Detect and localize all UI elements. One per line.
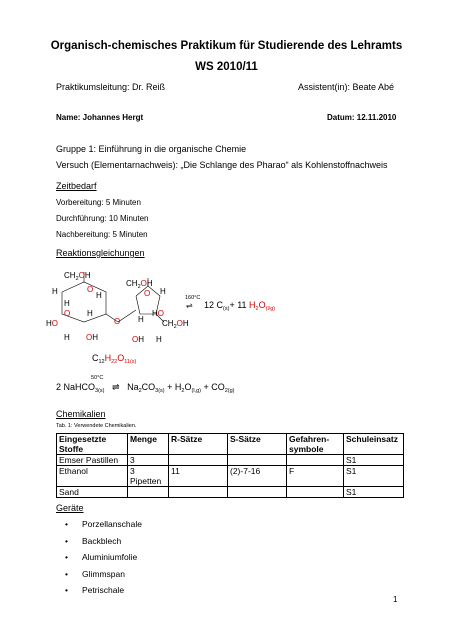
ring-o-2: O [144, 289, 151, 298]
table-cell: Ethanol [57, 466, 128, 487]
table-header-cell: Eingesetzte Stoffe [57, 434, 128, 455]
table-cell: S1 [344, 466, 404, 487]
ch2oh-right-label: $CH_2OH$ [162, 319, 189, 330]
sucrose-structure-svg [40, 264, 200, 356]
table-cell: S1 [344, 487, 404, 498]
list-item: • Glimmspan [56, 566, 142, 583]
table-header-cell: Schuleinsatz [344, 434, 404, 455]
h-atom: H [156, 335, 162, 344]
table-cell [228, 487, 287, 498]
zeitbedarf-heading: Zeitbedarf [56, 181, 97, 191]
chemikalien-heading: Chemikalien [56, 409, 106, 419]
water-h-sub: 2 [255, 306, 259, 312]
reaction-arrow-1: ⇌ [186, 301, 193, 310]
table-row [57, 455, 404, 466]
ho-label: HO [46, 319, 59, 328]
table-cell: 3 [128, 455, 169, 466]
eq2-co2: + CO [200, 382, 225, 392]
water-o: O [258, 300, 266, 310]
eq2-h: + H [164, 382, 182, 392]
list-item: • Aluminiumfolie [56, 549, 142, 566]
sucrose-h-n: 22 [111, 359, 118, 365]
table-header-cell: S-Sätze [228, 434, 287, 455]
eq2-lhs: 2 NaHCO [56, 382, 96, 392]
ch2oh-top-right-label: $CH_2OH$ [126, 279, 153, 290]
h-atom: H [160, 287, 166, 296]
temp-label-1: 160°C [185, 295, 201, 301]
table-cell [169, 455, 228, 466]
versuch: Versuch (Elementarnachweis): „Die Schlange des Pharao“ als Kohlenstoffnachweis [56, 160, 388, 170]
page-number: 1 [393, 595, 398, 604]
table-cell: (2)-7-16 [228, 466, 287, 487]
reaction-equation-2 [56, 382, 235, 394]
sucrose-h: H [104, 353, 112, 363]
document-title-line1: Organisch-chemisches Praktikum für Studierende des Lehramts [50, 40, 403, 52]
document-title-line2: WS 2010/11 [195, 61, 258, 73]
table-row [57, 487, 404, 498]
h-atom: H [64, 333, 70, 342]
assistent: Assistent(in): Beate Abé [298, 82, 395, 92]
water-coef: + 11 [229, 300, 250, 310]
list-item: • Porzellanschale [56, 516, 142, 533]
eq2-co2-sub: 2(g) [224, 388, 235, 394]
sucrose-o-n: 11(s) [124, 359, 137, 365]
list-item: • Petrischale [56, 582, 142, 599]
table-cell: Emser Pastillen [57, 455, 128, 466]
sucrose-formula [92, 353, 136, 365]
bridge-o: O [114, 317, 121, 326]
h-atom: H [52, 287, 58, 296]
table-cell [287, 455, 344, 466]
table-cell: 3 Pipetten [128, 466, 169, 487]
table-cell [128, 487, 169, 498]
table-cell: F [287, 466, 344, 487]
oh-label: OH [132, 335, 145, 344]
eq2-h-sub: 2 [181, 388, 185, 394]
ho-label: HO [152, 309, 165, 318]
nachbereitung: Nachbereitung: 5 Minuten [56, 230, 148, 239]
table-header-cell: Menge [128, 434, 169, 455]
table-row [57, 466, 404, 487]
gruppe: Gruppe 1: Einführung in die organische Chemie [56, 144, 247, 154]
table-cell [169, 487, 228, 498]
sucrose-structure [40, 264, 200, 361]
chemikalien-table [56, 433, 404, 498]
eq2-co3-sub: 3(s) [155, 388, 165, 394]
sucrose-c-n: 12 [98, 359, 105, 365]
praktikumsleitung: Praktikumsleitung: Dr. Reiß [56, 82, 166, 92]
eq2-na-sub: 2 [138, 388, 142, 394]
carbon-product: 12 C [204, 300, 224, 310]
h-atom: H [138, 315, 144, 324]
eq2-arrow: ⇌ [112, 382, 120, 392]
eq2-na: Na [127, 382, 139, 392]
table-cell: S1 [344, 455, 404, 466]
durchfuehrung: Durchführung: 10 Minuten [56, 214, 149, 223]
h-atom: H [64, 299, 70, 308]
eq2-lhs-sub: 3(s) [95, 388, 105, 394]
geraete-heading: Geräte [56, 503, 84, 513]
table-cell [228, 455, 287, 466]
table-caption: Tab. 1: Verwendete Chemikalien. [56, 423, 137, 429]
temp-label-2: 50°C [91, 375, 104, 381]
table-cell [287, 487, 344, 498]
student-name: Name: Johannes Hergt [56, 113, 144, 122]
eq2-o-sub: (l,g) [191, 388, 201, 394]
oh-label: OH [86, 333, 99, 342]
table-header-cell: R-Sätze [169, 434, 228, 455]
sucrose-o: O [117, 353, 125, 363]
date: Datum: 12.11.2010 [327, 113, 397, 122]
table-cell: 11 [169, 466, 228, 487]
carbon-state: (s) [223, 306, 230, 312]
o-atom: O [64, 309, 71, 318]
table-cell: Sand [57, 487, 128, 498]
h-atom: H [87, 309, 93, 318]
water-h: H [249, 300, 256, 310]
h-atom: H [96, 291, 102, 300]
eq2-o: O [184, 382, 192, 392]
reaction-products-1 [204, 300, 275, 312]
eq2-co3: CO [141, 382, 156, 392]
ch2oh-top-left-label: $CH_2OH$ [64, 271, 91, 282]
geraete-list [56, 516, 142, 599]
ring-o-1: O [87, 285, 94, 294]
list-item: • Backblech [56, 533, 142, 550]
water-state: (l/g) [265, 306, 276, 312]
sucrose-c: C [92, 353, 99, 363]
table-header-row [57, 434, 404, 455]
vorbereitung: Vorbereitung: 5 Minuten [56, 198, 141, 207]
table-header-cell: Gefahren-symbole [287, 434, 344, 455]
reaktion-heading: Reaktionsgleichungen [56, 248, 145, 258]
